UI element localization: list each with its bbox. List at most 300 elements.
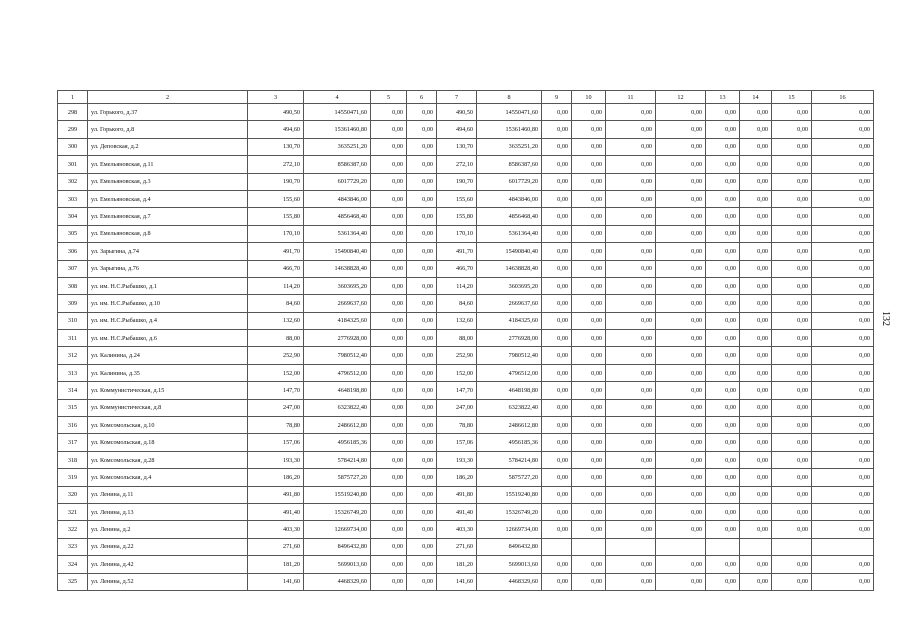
value-cell: 0,00 xyxy=(407,330,437,347)
row-number-cell: 309 xyxy=(58,295,88,312)
area-cell: 155,80 xyxy=(437,208,477,225)
cost-cell: 4856468,40 xyxy=(477,208,542,225)
cost-cell: 4648198,80 xyxy=(477,382,542,399)
value-cell: 0,00 xyxy=(656,486,706,503)
value-cell: 0,00 xyxy=(606,225,656,242)
value-cell: 0,00 xyxy=(371,417,407,434)
value-cell: 0,00 xyxy=(407,556,437,573)
value-cell: 0,00 xyxy=(606,190,656,207)
value-cell: 0,00 xyxy=(812,417,874,434)
cost-cell: 5875727,20 xyxy=(477,469,542,486)
value-cell: 0,00 xyxy=(371,347,407,364)
value-cell: 0,00 xyxy=(706,330,740,347)
value-cell: 0,00 xyxy=(772,225,812,242)
value-cell: 0,00 xyxy=(407,451,437,468)
value-cell: 0,00 xyxy=(706,486,740,503)
value-cell: 0,00 xyxy=(772,399,812,416)
row-number-cell: 302 xyxy=(58,173,88,190)
value-cell: 0,00 xyxy=(772,486,812,503)
value-cell: 0,00 xyxy=(542,208,572,225)
area-cell: 84,60 xyxy=(437,295,477,312)
value-cell: 0,00 xyxy=(572,486,606,503)
value-cell xyxy=(542,538,572,555)
table-row xyxy=(58,295,874,312)
value-cell: 0,00 xyxy=(812,277,874,294)
value-cell: 0,00 xyxy=(772,451,812,468)
row-number-cell: 324 xyxy=(58,556,88,573)
value-cell: 0,00 xyxy=(572,260,606,277)
value-cell: 0,00 xyxy=(407,573,437,590)
area-cell: 252,90 xyxy=(437,347,477,364)
value-cell: 0,00 xyxy=(706,156,740,173)
cost-cell: 15490840,40 xyxy=(304,243,371,260)
address-cell: ул. Зарыгина, д.76 xyxy=(88,260,248,277)
address-cell: ул. Калинина, д.24 xyxy=(88,347,248,364)
cost-cell: 15490840,40 xyxy=(477,243,542,260)
value-cell: 0,00 xyxy=(606,330,656,347)
cost-cell: 5361364,40 xyxy=(304,225,371,242)
cost-cell: 4956185,36 xyxy=(477,434,542,451)
cost-cell: 5361364,40 xyxy=(477,225,542,242)
value-cell: 0,00 xyxy=(572,330,606,347)
value-cell: 0,00 xyxy=(772,138,812,155)
cost-cell: 14638828,40 xyxy=(477,260,542,277)
table-row xyxy=(58,156,874,173)
value-cell: 0,00 xyxy=(572,277,606,294)
value-cell: 0,00 xyxy=(656,208,706,225)
area-cell: 247,00 xyxy=(248,399,304,416)
table-row xyxy=(58,503,874,520)
area-cell: 190,70 xyxy=(248,173,304,190)
row-number-cell: 300 xyxy=(58,138,88,155)
value-cell: 0,00 xyxy=(812,451,874,468)
value-cell: 0,00 xyxy=(740,330,772,347)
value-cell: 0,00 xyxy=(572,190,606,207)
value-cell: 0,00 xyxy=(371,121,407,138)
cost-cell: 2776928,00 xyxy=(477,330,542,347)
cost-cell: 2486612,80 xyxy=(304,417,371,434)
column-number: 7 xyxy=(437,91,477,104)
value-cell: 0,00 xyxy=(706,295,740,312)
column-number: 8 xyxy=(477,91,542,104)
area-cell: 193,30 xyxy=(437,451,477,468)
value-cell: 0,00 xyxy=(656,138,706,155)
row-number-cell: 314 xyxy=(58,382,88,399)
row-number-cell: 318 xyxy=(58,451,88,468)
value-cell: 0,00 xyxy=(772,521,812,538)
address-cell: ул. Коммунистическая, д.8 xyxy=(88,399,248,416)
value-cell: 0,00 xyxy=(740,104,772,121)
cost-cell: 4956185,36 xyxy=(304,434,371,451)
value-cell: 0,00 xyxy=(656,243,706,260)
value-cell: 0,00 xyxy=(606,208,656,225)
row-number-cell: 304 xyxy=(58,208,88,225)
value-cell: 0,00 xyxy=(772,295,812,312)
value-cell: 0,00 xyxy=(371,295,407,312)
value-cell: 0,00 xyxy=(371,277,407,294)
table-row xyxy=(58,469,874,486)
value-cell: 0,00 xyxy=(706,556,740,573)
cost-cell: 4796512,00 xyxy=(477,364,542,381)
value-cell: 0,00 xyxy=(542,138,572,155)
value-cell: 0,00 xyxy=(706,277,740,294)
value-cell: 0,00 xyxy=(542,173,572,190)
value-cell: 0,00 xyxy=(542,347,572,364)
cost-cell: 3635251,20 xyxy=(477,138,542,155)
row-number-cell: 312 xyxy=(58,347,88,364)
area-cell: 252,90 xyxy=(248,347,304,364)
value-cell: 0,00 xyxy=(572,503,606,520)
value-cell: 0,00 xyxy=(740,312,772,329)
cost-cell: 5699013,60 xyxy=(477,556,542,573)
area-cell: 186,20 xyxy=(437,469,477,486)
area-cell: 78,80 xyxy=(437,417,477,434)
row-number-cell: 310 xyxy=(58,312,88,329)
value-cell: 0,00 xyxy=(740,190,772,207)
value-cell: 0,00 xyxy=(656,190,706,207)
value-cell xyxy=(606,538,656,555)
value-cell: 0,00 xyxy=(656,347,706,364)
value-cell: 0,00 xyxy=(772,277,812,294)
value-cell: 0,00 xyxy=(606,417,656,434)
value-cell: 0,00 xyxy=(606,382,656,399)
value-cell: 0,00 xyxy=(812,573,874,590)
value-cell: 0,00 xyxy=(606,451,656,468)
value-cell: 0,00 xyxy=(572,573,606,590)
value-cell: 0,00 xyxy=(772,364,812,381)
column-number: 10 xyxy=(572,91,606,104)
value-cell: 0,00 xyxy=(706,382,740,399)
cost-cell: 6017729,20 xyxy=(477,173,542,190)
table-row xyxy=(58,173,874,190)
row-number-cell: 322 xyxy=(58,521,88,538)
row-number-cell: 298 xyxy=(58,104,88,121)
value-cell: 0,00 xyxy=(371,556,407,573)
value-cell: 0,00 xyxy=(706,243,740,260)
row-number-cell: 313 xyxy=(58,364,88,381)
value-cell: 0,00 xyxy=(371,208,407,225)
address-cell: ул. Коммунистическая, д.15 xyxy=(88,382,248,399)
area-cell: 78,80 xyxy=(248,417,304,434)
table-row xyxy=(58,434,874,451)
area-cell: 494,60 xyxy=(437,121,477,138)
value-cell: 0,00 xyxy=(772,556,812,573)
area-cell: 147,70 xyxy=(437,382,477,399)
cost-cell: 15519240,80 xyxy=(477,486,542,503)
value-cell: 0,00 xyxy=(572,104,606,121)
value-cell: 0,00 xyxy=(812,399,874,416)
address-cell: ул. им. Н.С.Рыбашко, д.1 xyxy=(88,277,248,294)
value-cell: 0,00 xyxy=(812,104,874,121)
value-cell: 0,00 xyxy=(606,573,656,590)
address-cell: ул. Емельяновская, д.11 xyxy=(88,156,248,173)
value-cell: 0,00 xyxy=(572,121,606,138)
area-cell: 181,20 xyxy=(437,556,477,573)
value-cell: 0,00 xyxy=(606,243,656,260)
area-cell: 88,00 xyxy=(248,330,304,347)
value-cell: 0,00 xyxy=(772,104,812,121)
row-number-cell: 325 xyxy=(58,573,88,590)
cost-cell: 2669637,60 xyxy=(477,295,542,312)
cost-cell: 6323822,40 xyxy=(304,399,371,416)
cost-cell: 5699013,60 xyxy=(304,556,371,573)
value-cell: 0,00 xyxy=(407,243,437,260)
value-cell: 0,00 xyxy=(371,451,407,468)
table-row xyxy=(58,312,874,329)
area-cell: 155,60 xyxy=(248,190,304,207)
table-row xyxy=(58,573,874,590)
cost-cell: 15361460,80 xyxy=(477,121,542,138)
value-cell: 0,00 xyxy=(606,486,656,503)
value-cell: 0,00 xyxy=(371,190,407,207)
value-cell: 0,00 xyxy=(740,556,772,573)
area-cell: 157,06 xyxy=(437,434,477,451)
value-cell: 0,00 xyxy=(706,417,740,434)
area-cell: 155,80 xyxy=(248,208,304,225)
value-cell: 0,00 xyxy=(706,521,740,538)
value-cell: 0,00 xyxy=(542,503,572,520)
value-cell: 0,00 xyxy=(740,225,772,242)
address-cell: ул. Ленина, д.52 xyxy=(88,573,248,590)
area-cell: 271,60 xyxy=(248,538,304,555)
value-cell: 0,00 xyxy=(812,364,874,381)
address-cell: ул. Горького, д.37 xyxy=(88,104,248,121)
value-cell: 0,00 xyxy=(407,208,437,225)
value-cell: 0,00 xyxy=(572,208,606,225)
table-row xyxy=(58,104,874,121)
value-cell: 0,00 xyxy=(812,486,874,503)
address-cell: ул. Горького, д.8 xyxy=(88,121,248,138)
value-cell: 0,00 xyxy=(371,156,407,173)
area-cell: 272,10 xyxy=(437,156,477,173)
value-cell: 0,00 xyxy=(656,173,706,190)
area-cell: 491,40 xyxy=(248,503,304,520)
value-cell: 0,00 xyxy=(606,156,656,173)
register-table xyxy=(57,90,874,591)
value-cell: 0,00 xyxy=(812,503,874,520)
column-number: 3 xyxy=(248,91,304,104)
value-cell: 0,00 xyxy=(606,295,656,312)
cost-cell: 4648198,80 xyxy=(304,382,371,399)
value-cell: 0,00 xyxy=(812,225,874,242)
value-cell: 0,00 xyxy=(572,312,606,329)
value-cell: 0,00 xyxy=(542,382,572,399)
value-cell: 0,00 xyxy=(371,573,407,590)
value-cell: 0,00 xyxy=(812,312,874,329)
value-cell: 0,00 xyxy=(772,260,812,277)
address-cell: ул. Зарыгина, д.74 xyxy=(88,243,248,260)
area-cell: 130,70 xyxy=(248,138,304,155)
value-cell: 0,00 xyxy=(542,312,572,329)
value-cell: 0,00 xyxy=(656,121,706,138)
column-number-row xyxy=(58,91,874,104)
area-cell: 466,70 xyxy=(248,260,304,277)
value-cell: 0,00 xyxy=(812,243,874,260)
area-cell: 247,00 xyxy=(437,399,477,416)
value-cell: 0,00 xyxy=(371,382,407,399)
area-cell: 170,10 xyxy=(437,225,477,242)
value-cell: 0,00 xyxy=(706,503,740,520)
column-number: 13 xyxy=(706,91,740,104)
value-cell xyxy=(706,538,740,555)
table-row xyxy=(58,138,874,155)
value-cell: 0,00 xyxy=(371,243,407,260)
area-cell: 141,60 xyxy=(248,573,304,590)
address-cell: ул. Комсомольская, д.18 xyxy=(88,434,248,451)
address-cell: ул. Емельяновская, д.8 xyxy=(88,225,248,242)
column-number: 4 xyxy=(304,91,371,104)
value-cell: 0,00 xyxy=(772,503,812,520)
cost-cell: 8496432,80 xyxy=(304,538,371,555)
address-cell: ул. Деповская, д.2 xyxy=(88,138,248,155)
value-cell: 0,00 xyxy=(606,277,656,294)
value-cell: 0,00 xyxy=(740,260,772,277)
address-cell: ул. Ленина, д.22 xyxy=(88,538,248,555)
row-number-cell: 319 xyxy=(58,469,88,486)
cost-cell: 4468329,60 xyxy=(304,573,371,590)
column-number: 14 xyxy=(740,91,772,104)
row-number-cell: 308 xyxy=(58,277,88,294)
cost-cell: 8496432,80 xyxy=(477,538,542,555)
value-cell: 0,00 xyxy=(656,521,706,538)
value-cell: 0,00 xyxy=(772,417,812,434)
value-cell: 0,00 xyxy=(772,173,812,190)
value-cell: 0,00 xyxy=(606,399,656,416)
value-cell: 0,00 xyxy=(740,486,772,503)
area-cell: 170,10 xyxy=(248,225,304,242)
cost-cell: 3603695,20 xyxy=(304,277,371,294)
table-body xyxy=(58,104,874,591)
cost-cell: 2669637,60 xyxy=(304,295,371,312)
cost-cell: 15326749,20 xyxy=(477,503,542,520)
cost-cell: 5784214,80 xyxy=(304,451,371,468)
cost-cell: 6017729,20 xyxy=(304,173,371,190)
value-cell: 0,00 xyxy=(606,173,656,190)
value-cell: 0,00 xyxy=(706,121,740,138)
area-cell: 491,40 xyxy=(437,503,477,520)
value-cell: 0,00 xyxy=(371,364,407,381)
page-number: 132 xyxy=(880,311,891,326)
value-cell: 0,00 xyxy=(656,469,706,486)
cost-cell: 3603695,20 xyxy=(477,277,542,294)
value-cell: 0,00 xyxy=(740,382,772,399)
value-cell: 0,00 xyxy=(407,399,437,416)
value-cell: 0,00 xyxy=(772,243,812,260)
value-cell: 0,00 xyxy=(812,295,874,312)
value-cell: 0,00 xyxy=(740,121,772,138)
area-cell: 272,10 xyxy=(248,156,304,173)
value-cell: 0,00 xyxy=(812,260,874,277)
value-cell: 0,00 xyxy=(572,295,606,312)
row-number-cell: 315 xyxy=(58,399,88,416)
value-cell: 0,00 xyxy=(572,364,606,381)
column-number: 2 xyxy=(88,91,248,104)
cost-cell: 5784214,80 xyxy=(477,451,542,468)
value-cell: 0,00 xyxy=(740,243,772,260)
value-cell: 0,00 xyxy=(542,295,572,312)
value-cell: 0,00 xyxy=(656,451,706,468)
value-cell: 0,00 xyxy=(542,469,572,486)
row-number-cell: 307 xyxy=(58,260,88,277)
value-cell: 0,00 xyxy=(371,260,407,277)
value-cell: 0,00 xyxy=(407,382,437,399)
cost-cell: 6323822,40 xyxy=(477,399,542,416)
address-cell: ул. Калинина, д.35 xyxy=(88,364,248,381)
table-row xyxy=(58,399,874,416)
value-cell: 0,00 xyxy=(572,156,606,173)
value-cell: 0,00 xyxy=(740,521,772,538)
table-row xyxy=(58,538,874,555)
address-cell: ул. Емельяновская, д.7 xyxy=(88,208,248,225)
area-cell: 193,30 xyxy=(248,451,304,468)
value-cell: 0,00 xyxy=(740,295,772,312)
value-cell: 0,00 xyxy=(572,521,606,538)
area-cell: 490,50 xyxy=(248,104,304,121)
value-cell: 0,00 xyxy=(572,399,606,416)
value-cell: 0,00 xyxy=(812,330,874,347)
value-cell: 0,00 xyxy=(772,382,812,399)
value-cell: 0,00 xyxy=(407,138,437,155)
value-cell: 0,00 xyxy=(407,277,437,294)
row-number-cell: 301 xyxy=(58,156,88,173)
value-cell: 0,00 xyxy=(542,486,572,503)
area-cell: 132,60 xyxy=(437,312,477,329)
address-cell: ул. Комсомольская, д.10 xyxy=(88,417,248,434)
value-cell: 0,00 xyxy=(740,277,772,294)
area-cell: 130,70 xyxy=(437,138,477,155)
area-cell: 181,20 xyxy=(248,556,304,573)
table-row xyxy=(58,417,874,434)
value-cell: 0,00 xyxy=(606,104,656,121)
area-cell: 132,60 xyxy=(248,312,304,329)
value-cell: 0,00 xyxy=(812,521,874,538)
value-cell: 0,00 xyxy=(706,260,740,277)
value-cell: 0,00 xyxy=(572,556,606,573)
row-number-cell: 323 xyxy=(58,538,88,555)
area-cell: 491,70 xyxy=(437,243,477,260)
value-cell: 0,00 xyxy=(656,503,706,520)
value-cell: 0,00 xyxy=(656,104,706,121)
value-cell: 0,00 xyxy=(656,382,706,399)
cost-cell: 2486612,80 xyxy=(477,417,542,434)
table-row xyxy=(58,486,874,503)
column-number: 1 xyxy=(58,91,88,104)
value-cell: 0,00 xyxy=(407,347,437,364)
value-cell: 0,00 xyxy=(740,434,772,451)
area-cell: 114,20 xyxy=(437,277,477,294)
column-number: 6 xyxy=(407,91,437,104)
cost-cell: 14638828,40 xyxy=(304,260,371,277)
value-cell: 0,00 xyxy=(740,399,772,416)
value-cell: 0,00 xyxy=(371,469,407,486)
value-cell: 0,00 xyxy=(706,190,740,207)
address-cell: ул. им. Н.С.Рыбашко, д.6 xyxy=(88,330,248,347)
value-cell: 0,00 xyxy=(572,243,606,260)
value-cell: 0,00 xyxy=(371,330,407,347)
value-cell: 0,00 xyxy=(407,260,437,277)
value-cell: 0,00 xyxy=(572,225,606,242)
value-cell: 0,00 xyxy=(542,243,572,260)
cost-cell: 4843846,00 xyxy=(477,190,542,207)
value-cell: 0,00 xyxy=(542,434,572,451)
value-cell: 0,00 xyxy=(407,104,437,121)
value-cell: 0,00 xyxy=(656,364,706,381)
value-cell: 0,00 xyxy=(656,399,706,416)
value-cell: 0,00 xyxy=(572,469,606,486)
area-cell: 186,20 xyxy=(248,469,304,486)
value-cell xyxy=(572,538,606,555)
address-cell: ул. им. Н.С.Рыбашко, д.4 xyxy=(88,312,248,329)
